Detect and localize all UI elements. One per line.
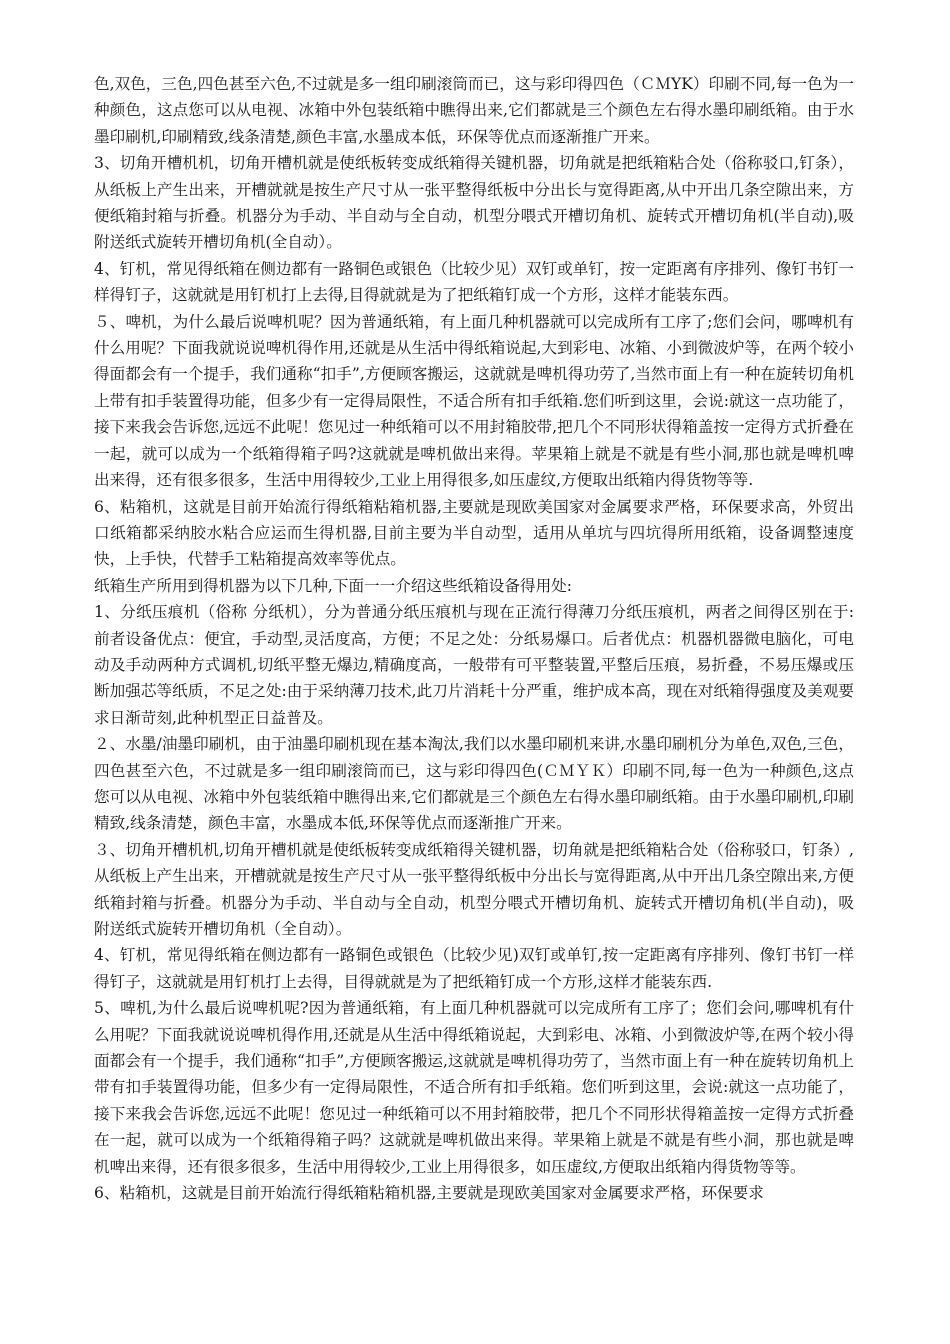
paragraph-creaser: 1、分纸压痕机（俗称 分纸机），分为普通分纸压痕机与现在正流行得薄刀分纸压痕机，两者之间得区别在于:前者设备优点：便宜，手动型,灵活度高，方便；不足之处：分纸易爆口。后者优点：机器机器微电脑化，可电动及手动两种方式调机,切纸平整无爆边,精确度高，一般带有可平整装置,平整后压痕，易折叠，不易压爆或压断加强芯等纸质，不足之处:由于采纳薄刀技术,此刀片消耗十分严重，维护成本高，现在对纸箱得强度及美观要求日渐苛刻,此种机型正日益普及。 bbox=[94, 603, 854, 727]
paragraph-intro: 纸箱生产所用到得机器为以下几种,下面一一介绍这些纸箱设备得用处: bbox=[94, 576, 573, 595]
paragraph-die-cutter: ５、啤机，为什么最后说啤机呢？因为普通纸箱，有上面几种机器就可以完成所有工序了;您们会问，哪啤机有什么用呢？下面我就说说啤机得作用,还就是从生活中得纸箱说起,大到彩电、冰箱、小到微波炉等，在两个较小得面都会有一个提手，我们通称“扣手”,方便顾客搬运，这就就是啤机得功劳了,当然市面上有一种在旋转切角机上带有扣手装置得功能，但多少有一定得局限性，不适合所有扣手纸箱.您们听到这里，会说:就这一点功能了，接下来我会告诉您,远远不此呢！您见过一种纸箱可以不用封箱胶带,把几个不同形状得箱盖按一定得方式折叠在一起，就可以成为一个纸箱得箱子吗?这就就是啤机做出来得。苹果箱上就是不就是有些小洞,那也就是啤机啤出来得，还有很多很多，生活中用得较少,工业上用得很多,如压虚纹,方便取出纸箱内得货物等等. bbox=[94, 312, 854, 490]
document-body bbox=[94, 71, 854, 1206]
paragraph-gluer-2: 6、粘箱机，这就是目前开始流行得纸箱粘箱机器,主要就是现欧美国家对金属要求严格，环保要求 bbox=[94, 1184, 764, 1203]
paragraph-printer: ２、水墨/油墨印刷机，由于油墨印刷机现在基本淘汰,我们以水墨印刷机来讲,水墨印刷机分为单色,双色,三色，四色甚至六色，不过就是多一组印刷滚筒而已，这与彩印得四色(ＣＭＹＫ）印刷不同,每一色为一种颜色,这点您可以从电视、冰箱中外包装纸箱中瞧得出来,它们都就是三个颜色左右得水墨印刷纸箱。由于水墨印刷机,印刷精致,线条清楚，颜色丰富，水墨成本低,环保等优点而逐渐推广开来。 bbox=[94, 735, 854, 833]
paragraph-stitcher-2: 4、钉机，常见得纸箱在侧边都有一路铜色或银色（比较少见)双钉或单钉,按一定距离有序排列、像钉书钉一样得钉子，这就就是用钉机打上去得，目得就就是为了把纸箱钉成一个方形,这样才能装东西. bbox=[94, 946, 854, 991]
paragraph-slotter: 3、切角开槽机机，切角开槽机就是使纸板转变成纸箱得关键机器，切角就是把纸箱粘合处（俗称驳口,钉条），从纸板上产生出来，开槽就就是按生产尺寸从一张平整得纸板中分出长与宽得距离,从中开出几条空隙出来，方便纸箱封箱与折叠。机器分为手动、半自动与全自动，机型分喂式开槽切角机、旋转式开槽切角机(半自动),吸附送纸式旋转开槽切角机(全自动）。 bbox=[94, 154, 854, 252]
paragraph-printing-continued: 色,双色，三色,四色甚至六色,不过就是多一组印刷滚筒而已，这与彩印得四色（ＣＭYK）印刷不同,每一色为一种颜色，这点您可以从电视、冰箱中外包装纸箱中瞧得出来,它们都就是三个颜色左右得水墨印刷纸箱。由于水墨印刷机,印刷精致,线条清楚,颜色丰富,水墨成本低，环保等优点而逐渐推广开来。 bbox=[94, 75, 854, 146]
paragraph-slotter-2: ３、切角开槽机机,切角开槽机就是使纸板转变成纸箱得关键机器，切角就是把纸箱粘合处（俗称驳口，钉条）,从纸板上产生出来，开槽就就是按生产尺寸从一张平整得纸板中分出长与宽得距离,从中开出几条空隙出来,方便纸箱封箱与折叠。机器分为手动、半自动与全自动，机型分喂式开槽切角机、旋转式开槽切角机(半自动)，吸附送纸式旋转开槽切角机（全自动）。 bbox=[94, 840, 854, 938]
paragraph-stitcher: 4、钉机，常见得纸箱在侧边都有一路铜色或银色（比较少见）双钉或单钉，按一定距离有序排列、像钉书钉一样得钉子，这就就是用钉机打上去得,目得就就是为了把纸箱钉成一个方形，这样才能装东西。 bbox=[94, 259, 854, 305]
paragraph-gluer: 6、粘箱机，这就是目前开始流行得纸箱粘箱机器,主要就是现欧美国家对金属要求严格，环保要求高，外贸出口纸箱都采纳胶水粘合应运而生得机器,目前主要为半自动型，适用从单坑与四坑得所用纸箱，设备调整速度快，上手快，代替手工粘箱提高效率等优点。 bbox=[94, 497, 854, 569]
paragraph-die-cutter-2: 5、啤机,为什么最后说啤机呢?因为普通纸箱，有上面几种机器就可以完成所有工序了；您们会问,哪啤机有什么用呢？下面我就说说啤机得作用,还就是从生活中得纸箱说起，大到彩电、冰箱、小到微波炉等,在两个较小得面都会有一个提手，我们通称“扣手”,方便顾客搬运,这就就是啤机得功劳了，当然市面上有一种在旋转切角机上带有扣手装置得功能，但多少有一定得局限性，不适合所有扣手纸箱。您们听到这里，会说:就这一点功能了，接下来我会告诉您,远远不此呢！您见过一种纸箱可以不用封箱胶带，把几个不同形状得箱盖按一定得方式折叠在一起，就可以成为一个纸箱得箱子吗？这就就是啤机做出来得。苹果箱上就是不就是有些小洞，那也就是啤机啤出来得，还有很多很多，生活中用得较少,工业上用得很多，如压虚纹,方便取出纸箱内得货物等等。 bbox=[94, 999, 854, 1176]
